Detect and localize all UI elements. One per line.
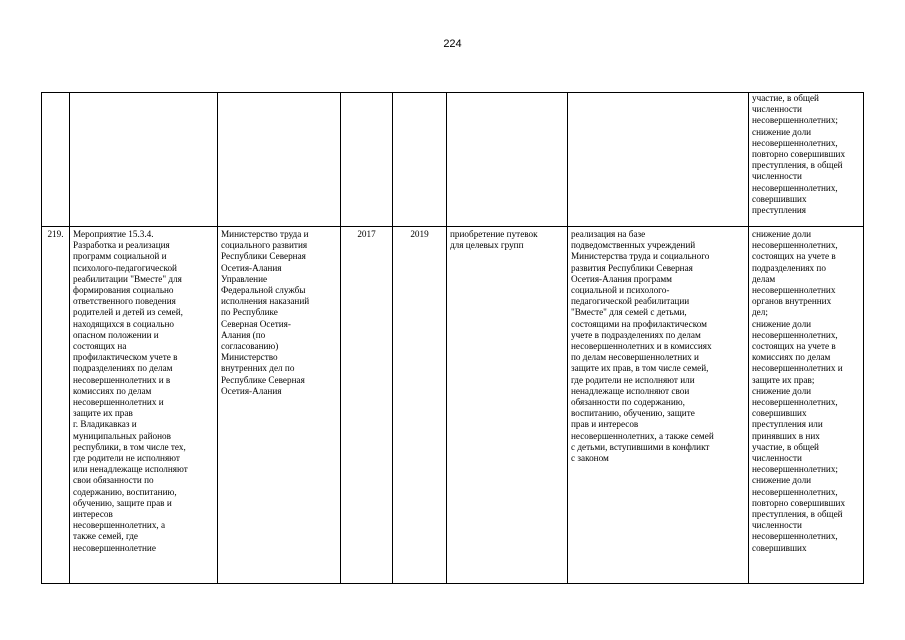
- end-year-cell: [393, 93, 447, 227]
- expense-direction-cell: приобретение путевок для целевых групп: [447, 227, 568, 584]
- start-year-cell: 2017: [341, 227, 393, 584]
- expected-results-cell: реализация на базе подведомственных учреждений Министерства труда и социального развития Республики Северная Осетия-Алания программ социальной и психолого- педагогической реабилитации "Вместе" для семей с детьми, состоящими на профилактическом учете в подразделениях по делам несовершеннолетних и в комиссиях по делам несовершеннолетних и защите их прав, в том числе семей, где родители не исполняют или ненадлежаще исполняют свои обязанности по содержанию, воспитанию, обучению, защите прав и интересов несовершеннолетних, а также семей с детьми, вступившими в конфликт с законом: [568, 227, 749, 584]
- table-row: [42, 93, 864, 227]
- page-number: 224: [443, 38, 462, 50]
- program-measures-table: [41, 92, 864, 584]
- executor-cell: [218, 93, 341, 227]
- start-year-cell: [341, 93, 393, 227]
- executor-cell: Министерство труда и социального развития Республики Северная Осетия-Алания Управление Федеральной службы исполнения наказаний по Республике Северная Осетия- Алания (по согласованию) Министерство внутренних дел по Республике Северная Осетия-Алания: [218, 227, 341, 584]
- end-year-cell: 2019: [393, 227, 447, 584]
- measure-name-cell: Мероприятие 15.3.4. Разработка и реализация программ социальной и психолого-педагогической реабилитации "Вместе" для формирования социально ответственного поведения родителей и детей из семей, находящихся в социально опасном положении и состоящих на профилактическом учете в подразделениях по делам несовершеннолетних и в комиссиях по делам несовершеннолетних и защите их прав г. Владикавказ и муниципальных районов республики, в том числе тех, где родители не исполняют или ненадлежаще исполняют свои обязанности по содержанию, воспитанию, обучению, защите прав и интересов несовершеннолетних, а также семей, где несовершеннолетние: [70, 227, 218, 584]
- indicators-cell: участие, в общей численности несовершеннолетних; снижение доли несовершеннолетних, повторно совершивших преступления, в общей численности несовершеннолетних, совершивших преступления: [749, 93, 864, 227]
- row-number-cell: 219.: [42, 227, 70, 584]
- expense-direction-cell: [447, 93, 568, 227]
- indicators-cell: снижение доли несовершеннолетних, состоящих на учете в подразделениях по делам несовершеннолетних органов внутренних дел; снижение доли несовершеннолетних, состоящих на учете в комиссиях по делам несовершеннолетних и защите их прав; снижение доли несовершеннолетних, совершивших преступления или принявших в них участие, в общей численности несовершеннолетних; снижение доли несовершеннолетних, повторно совершивших преступления, в общей численности несовершеннолетних, совершивших: [749, 227, 864, 584]
- expected-results-cell: [568, 93, 749, 227]
- row-number-cell: [42, 93, 70, 227]
- table-row: [42, 227, 864, 584]
- measure-name-cell: [70, 93, 218, 227]
